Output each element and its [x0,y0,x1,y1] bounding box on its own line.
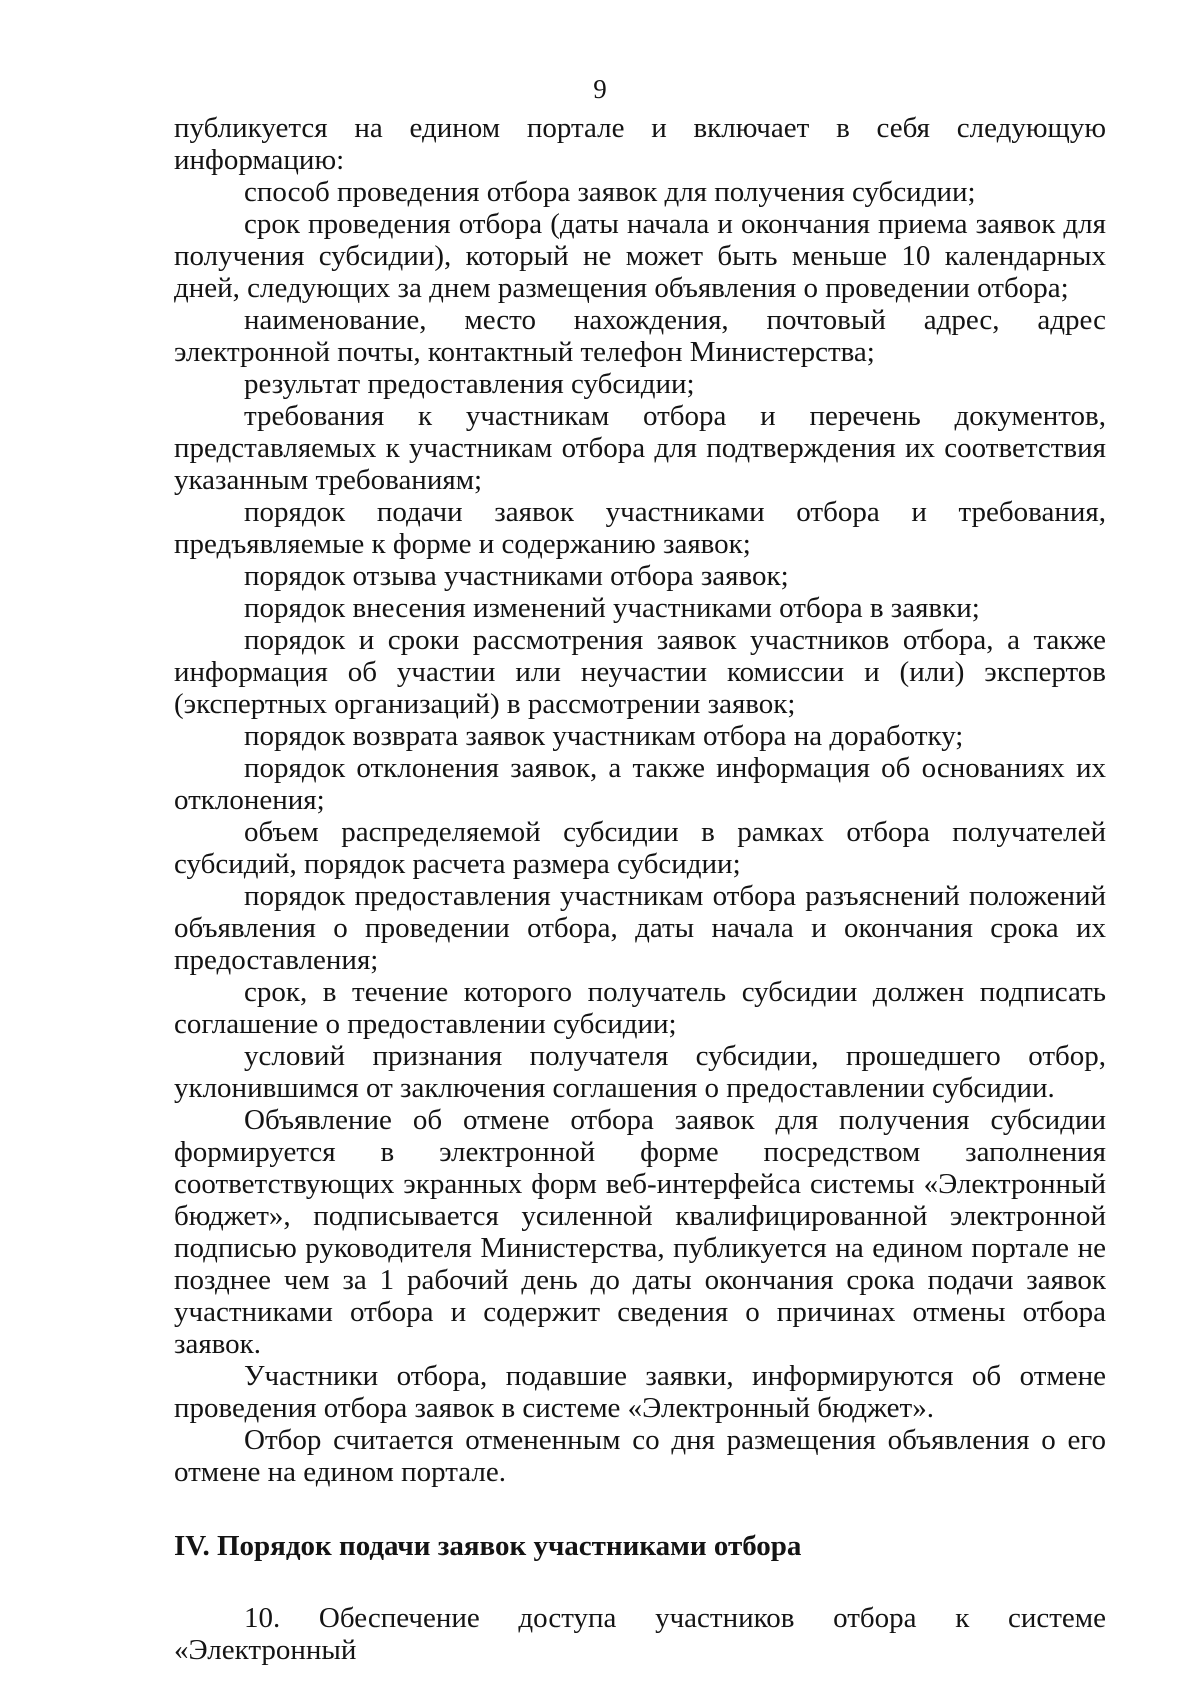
paragraph-item-10: 10. Обеспечение доступа участников отбора к системе «Электронный [174,1602,1106,1666]
paragraph-selection-cancelled: Отбор считается отмененным со дня размещения объявления о его отмене на едином портале. [174,1424,1106,1488]
document-body [174,112,1106,1666]
section-heading: IV. Порядок подачи заявок участниками отбора [174,1530,802,1562]
list-item-application-withdrawal: порядок отзыва участниками отбора заявок; [244,560,789,592]
page-number: 9 [593,74,607,104]
list-item-ministry-contacts: наименование, место нахождения, почтовый адрес, адрес электронной почты, контактный телефон Министерства; [174,304,1106,368]
paragraph-continuation: публикуется на едином портале и включает в себя следующую информацию: [174,112,1106,176]
list-item-review-procedure: порядок и сроки рассмотрения заявок участников отбора, а также информация об участии или неучастии комиссии и (или) экспертов (экспертных организаций) в рассмотрении заявок; [174,624,1106,720]
list-item-subsidy-volume: объем распределяемой субсидии в рамках отбора получателей субсидий, порядок расчета размера субсидии; [174,816,1106,880]
list-item-subsidy-result: результат предоставления субсидии; [244,368,695,400]
list-item-selection-period: срок проведения отбора (даты начала и окончания приема заявок для получения субсидии), который не может быть меньше 10 календарных дней, следующих за днем размещения объявления о проведении отбора; [174,208,1106,304]
list-item-return-for-revision: порядок возврата заявок участникам отбора на доработку; [244,720,964,752]
list-item-clarifications: порядок предоставления участникам отбора разъяснений положений объявления о проведении отбора, даты начала и окончания срока их предоставления; [174,880,1106,976]
list-item-agreement-deadline: срок, в течение которого получатель субсидии должен подписать соглашение о предоставлении субсидии; [174,976,1106,1040]
list-item-selection-method: способ проведения отбора заявок для получения субсидии; [244,176,976,208]
list-item-participant-requirements: требования к участникам отбора и перечень документов, представляемых к участникам отбора для подтверждения их соответствия указанным требованиям; [174,400,1106,496]
list-item-rejection-procedure: порядок отклонения заявок, а также информация об основаниях их отклонения; [174,752,1106,816]
paragraph-cancellation-announcement: Объявление об отмене отбора заявок для получения субсидии формируется в электронной форме посредством заполнения соответствующих экранных форм веб-интерфейса системы «Электронный бюджет», подписывается усиленной квалифицированной электронной подписью руководителя Министерства, публикуется на едином портале не позднее чем за 1 рабочий день до даты окончания срока подачи заявок участниками отбора и содержит сведения о причинах отмены отбора заявок. [174,1104,1106,1360]
list-item-evasion-conditions: условий признания получателя субсидии, прошедшего отбор, уклонившимся от заключения соглашения о предоставлении субсидии. [174,1040,1106,1104]
list-item-application-submission: порядок подачи заявок участниками отбора и требования, предъявляемые к форме и содержанию заявок; [174,496,1106,560]
list-item-application-changes: порядок внесения изменений участниками отбора в заявки; [244,592,980,624]
paragraph-participants-informed: Участники отбора, подавшие заявки, информируются об отмене проведения отбора заявок в системе «Электронный бюджет». [174,1360,1106,1424]
